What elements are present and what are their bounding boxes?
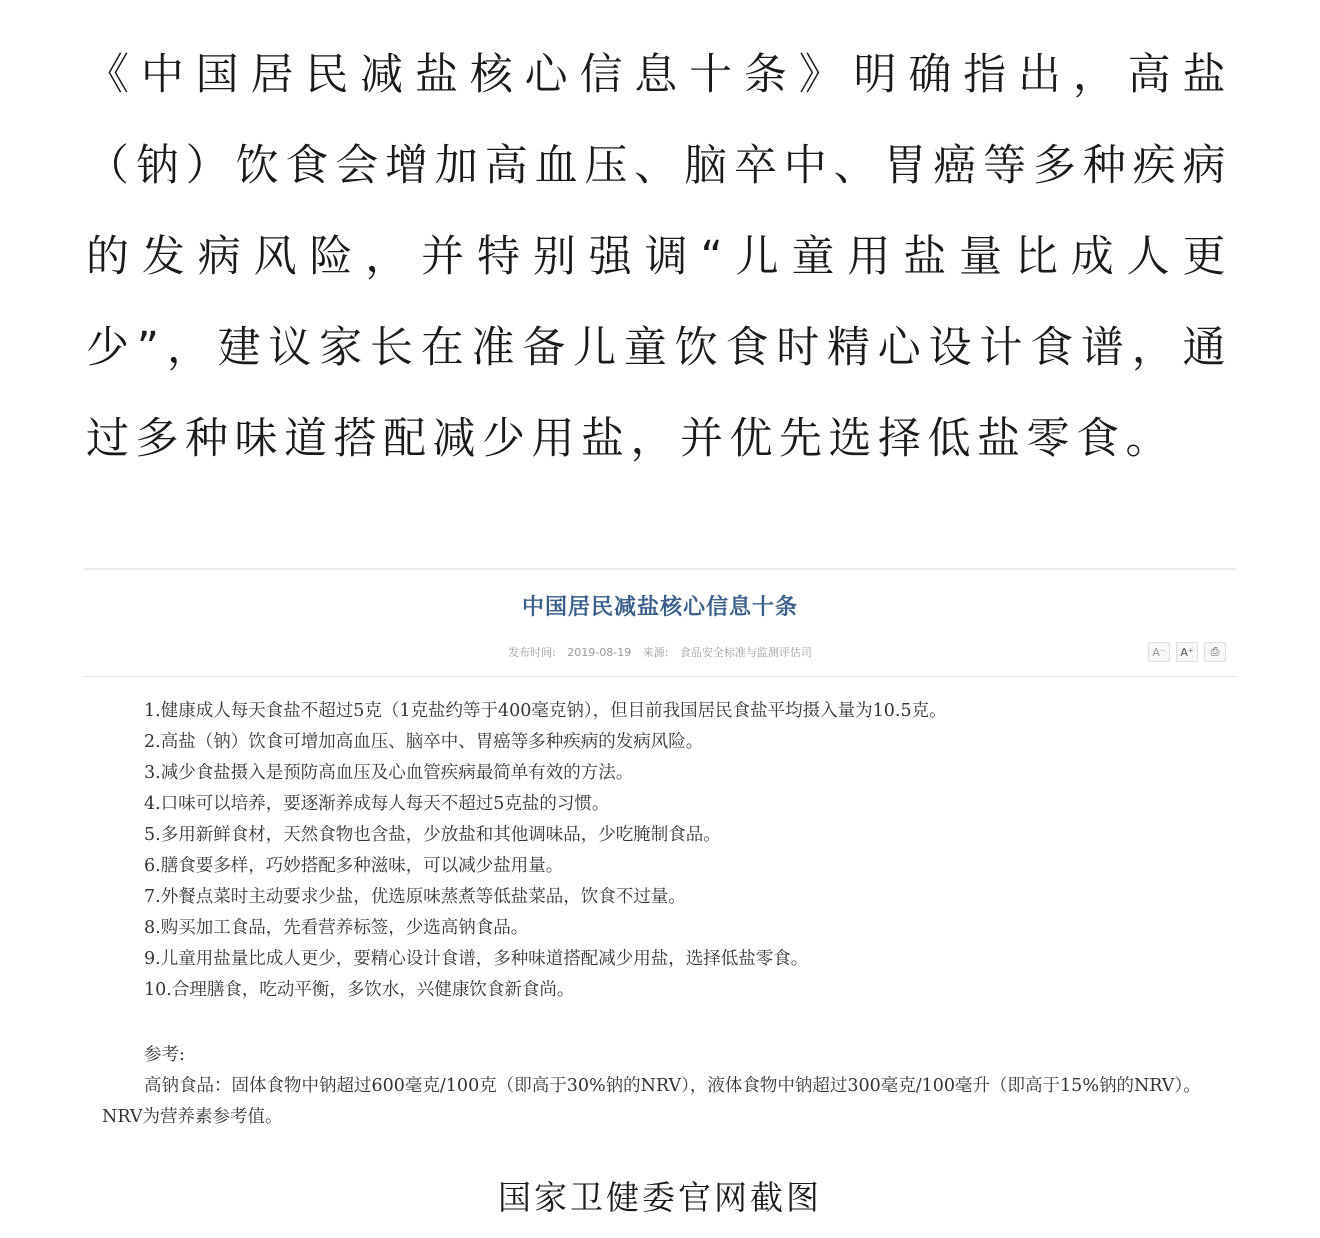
list-item: 9.儿童用盐量比成人更少，要精心设计食谱，多种味道搭配减少用盐，选择低盐零食。	[144, 949, 809, 969]
font-toolbar	[1148, 642, 1226, 662]
intro-paragraph: 《中国居民减盐核心信息十条》明确指出，高盐（钠）饮食会增加高血压、脑卒中、胃癌等多种疾病的发病风险，并特别强调“儿童用盐量比成人更少”，建议家长在准备儿童饮食时精心设计食谱，通过多种味道搭配减少用盐，并优先选择低盐零食。	[86, 50, 1232, 464]
reference-label: 参考:	[144, 1045, 185, 1065]
meta-divider	[84, 676, 1236, 677]
publish-label: 发布时间:	[508, 646, 556, 659]
source-label: 来源:	[642, 646, 669, 659]
reference-note	[102, 1040, 1222, 1133]
article-title: 中国居民减盐核心信息十条	[521, 594, 798, 620]
list-item: 1.健康成人每天食盐不超过5克（1克盐约等于400毫克钠），但目前我国居民食盐平均摄入量为10.5克。	[144, 701, 947, 721]
source-value: 食品安全标准与监测评估司	[679, 646, 812, 659]
website-screenshot	[84, 568, 1236, 1153]
list-item: 8.购买加工食品，先看营养标签，少选高钠食品。	[144, 918, 529, 938]
print-icon[interactable]: ⎙	[1204, 642, 1226, 662]
list-item: 6.膳食要多样，巧妙搭配多种滋味，可以减少盐用量。	[144, 856, 564, 876]
list-item: 4.口味可以培养，要逐渐养成每人每天不超过5克盐的习惯。	[144, 794, 610, 814]
list-item: 3.减少食盐摄入是预防高血压及心血管疾病最简单有效的方法。	[144, 763, 634, 783]
core-info-list	[144, 696, 947, 1006]
image-caption: 国家卫健委官网截图	[498, 1178, 822, 1217]
reference-body: 高钠食品：固体食物中钠超过600毫克/100克（即高于30%钠的NRV），液体食物中钠超过300毫克/100毫升（即高于15%钠的NRV）。NRV为营养素参考值。	[102, 1076, 1201, 1127]
font-increase-icon[interactable]: A⁺	[1176, 642, 1198, 662]
publish-date: 2019-08-19	[567, 646, 632, 659]
list-item: 2.高盐（钠）饮食可增加高血压、脑卒中、胃癌等多种疾病的发病风险。	[144, 732, 704, 752]
top-divider	[84, 568, 1236, 570]
font-decrease-icon[interactable]: A⁻	[1148, 642, 1170, 662]
list-item: 10.合理膳食，吃动平衡，多饮水，兴健康饮食新食尚。	[144, 980, 575, 1000]
list-item: 7.外餐点菜时主动要求少盐，优选原味蒸煮等低盐菜品，饮食不过量。	[144, 887, 686, 907]
list-item: 5.多用新鲜食材，天然食物也含盐，少放盐和其他调味品，少吃腌制食品。	[144, 825, 721, 845]
article-meta	[84, 644, 1236, 660]
